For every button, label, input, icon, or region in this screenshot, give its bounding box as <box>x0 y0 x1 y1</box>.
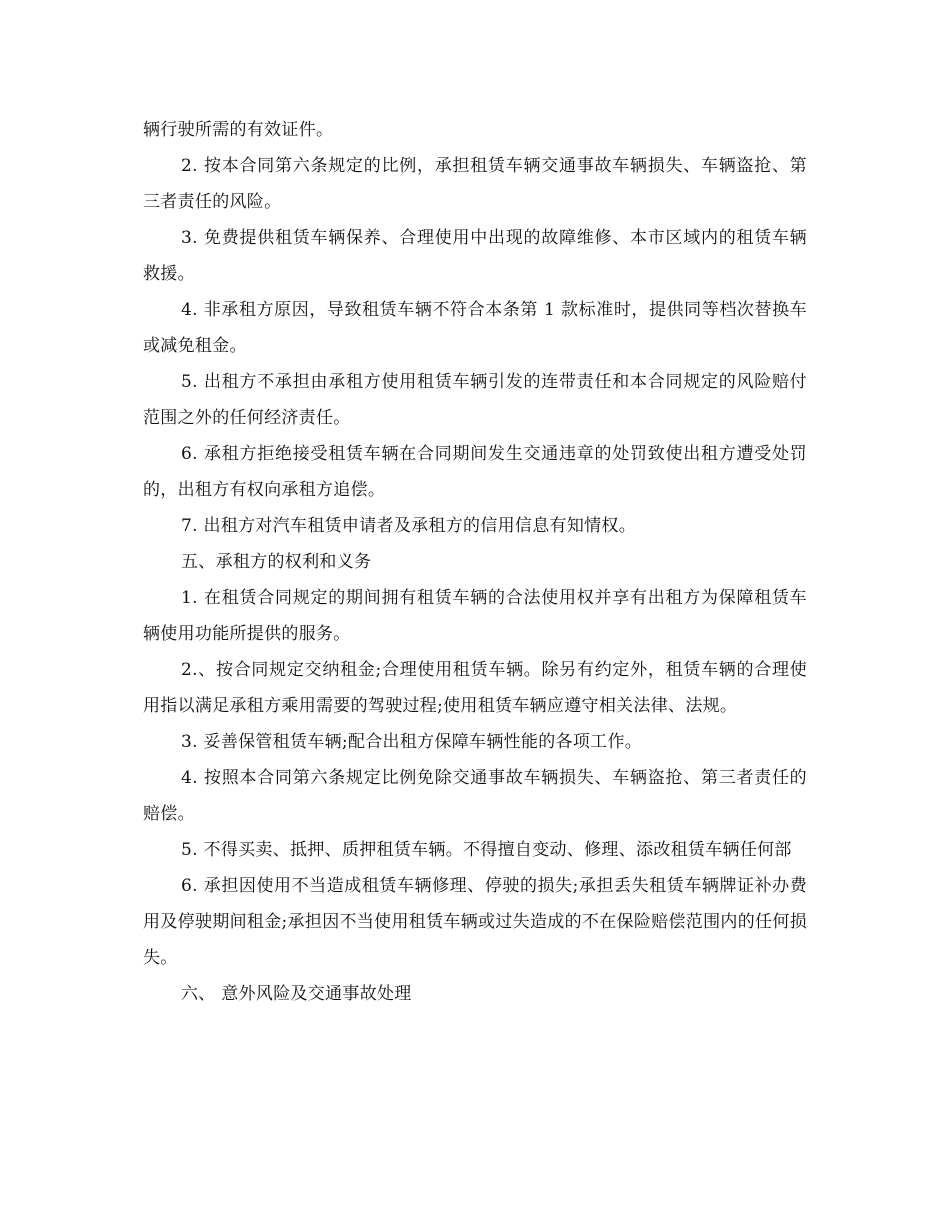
paragraph-lessor-item-4: 4. 非承租方原因，导致租赁车辆不符合本条第 1 款标准时，提供同等档次替换车或减免租金。 <box>143 300 807 356</box>
paragraph-lessor-item-2: 2. 按本合同第六条规定的比例，承担租赁车辆交通事故车辆损失、车辆盗抢、第三者责任的风险。 <box>143 156 807 212</box>
section-heading-accident-handling: 六、 意外风险及交通事故处理 <box>181 984 412 1004</box>
document-body <box>143 112 807 1012</box>
paragraph-lessor-item-5: 5. 出租方不承担由承租方使用租赁车辆引发的连带责任和本合同规定的风险赔付范围之外的任何经济责任。 <box>143 372 807 428</box>
paragraph-lessor-item-7: 7. 出租方对汽车租赁申请者及承租方的信用信息有知情权。 <box>181 516 637 536</box>
paragraph-continuation: 辆行驶所需的有效证件。 <box>143 120 334 140</box>
section-heading-lessee-rights: 五、承租方的权利和义务 <box>181 552 372 572</box>
paragraph-lessee-item-3: 3. 妥善保管租赁车辆;配合出租方保障车辆性能的各项工作。 <box>181 732 643 752</box>
paragraph-lessee-item-6: 6. 承担因使用不当造成租赁车辆修理、停驶的损失;承担丢失租赁车辆牌证补办费用及停驶期间租金;承担因不当使用租赁车辆或过失造成的不在保险赔偿范围内的任何损失。 <box>143 876 807 968</box>
paragraph-lessor-item-3: 3. 免费提供租赁车辆保养、合理使用中出现的故障维修、本市区域内的租赁车辆救援。 <box>143 228 807 284</box>
paragraph-lessee-item-2: 2.、按合同规定交纳租金;合理使用租赁车辆。除另有约定外，租赁车辆的合理使用指以满足承租方乘用需要的驾驶过程;使用租赁车辆应遵守相关法律、法规。 <box>143 660 807 716</box>
paragraph-lessee-item-4: 4. 按照本合同第六条规定比例免除交通事故车辆损失、车辆盗抢、第三者责任的赔偿。 <box>143 768 807 824</box>
paragraph-lessee-item-5: 5. 不得买卖、抵押、质押租赁车辆。不得擅自变动、修理、添改租赁车辆任何部 <box>181 840 792 860</box>
paragraph-lessee-item-1: 1. 在租赁合同规定的期间拥有租赁车辆的合法使用权并享有出租方为保障租赁车辆使用功能所提供的服务。 <box>143 588 807 644</box>
paragraph-lessor-item-6: 6. 承租方拒绝接受租赁车辆在合同期间发生交通违章的处罚致使出租方遭受处罚的，出租方有权向承租方追偿。 <box>143 444 807 500</box>
